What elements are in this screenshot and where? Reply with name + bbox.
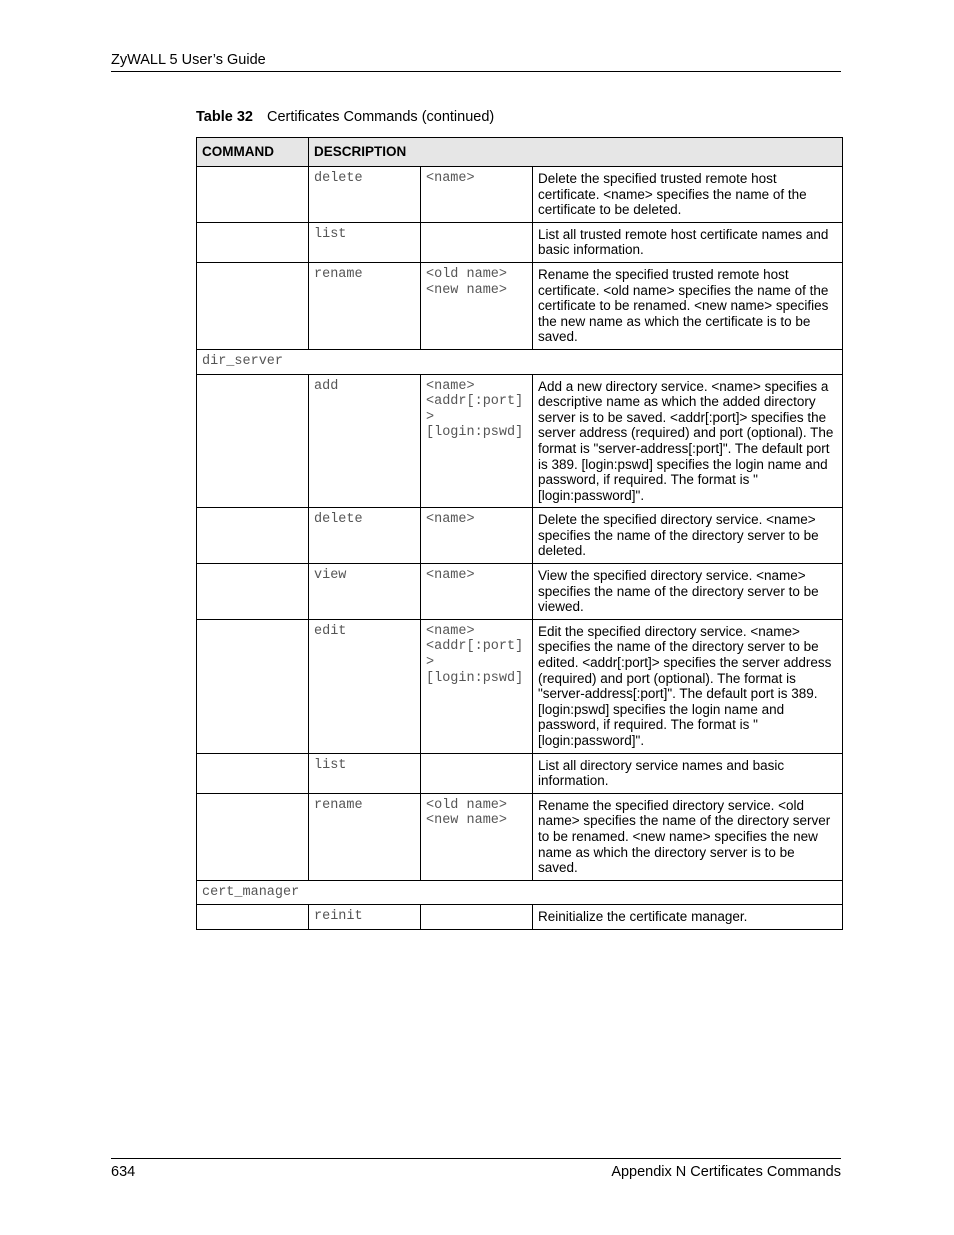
table-row — [197, 167, 843, 223]
arguments-cell — [421, 222, 533, 262]
command-cell — [197, 508, 309, 564]
subcommand-cell: add — [309, 374, 421, 508]
command-cell — [197, 262, 309, 349]
group-command-cell: dir_server — [197, 349, 843, 374]
arguments-cell: <old name> <new name> — [421, 262, 533, 349]
command-cell — [197, 905, 309, 930]
subcommand-cell: rename — [309, 262, 421, 349]
description-cell: List all trusted remote host certificate names and basic information. — [533, 222, 843, 262]
description-cell: Reinitialize the certificate manager. — [533, 905, 843, 930]
description-cell: View the specified directory service. <name> specifies the name of the directory server to be viewed. — [533, 564, 843, 620]
description-cell: Edit the specified directory service. <name> specifies the name of the directory server to be edited. <addr[:port]> specifies the server address (required) and port (optional). The format is "server-address[:port]". The default port is 389. [login:pswd] specifies the login name and password, if required. The format is "[login:password]". — [533, 619, 843, 753]
group-command-cell: cert_manager — [197, 880, 843, 905]
description-cell: Rename the specified trusted remote host certificate. <old name> specifies the name of the certificate to be renamed. <new name> specifies the new name as which the certificate is to be saved. — [533, 262, 843, 349]
arguments-cell: <name> <addr[:port] > [login:pswd] — [421, 619, 533, 753]
table-caption — [196, 107, 494, 127]
arguments-cell: <name> <addr[:port] > [login:pswd] — [421, 374, 533, 508]
subcommand-cell: view — [309, 564, 421, 620]
running-footer — [111, 1158, 841, 1180]
section-title: Appendix N Certificates Commands — [611, 1164, 841, 1180]
description-cell: Delete the specified directory service. <name> specifies the name of the directory server to be deleted. — [533, 508, 843, 564]
table-row — [197, 905, 843, 930]
arguments-cell: <name> — [421, 564, 533, 620]
arguments-cell: <name> — [421, 508, 533, 564]
table-row — [197, 262, 843, 349]
subcommand-cell: rename — [309, 793, 421, 880]
table-group-row — [197, 880, 843, 905]
command-cell — [197, 564, 309, 620]
guide-title: ZyWALL 5 User’s Guide — [111, 52, 266, 68]
description-cell: Rename the specified directory service. <old name> specifies the name of the directory server to be renamed. <new name> specifies the new name as which the directory server is to be saved. — [533, 793, 843, 880]
commands-table — [196, 137, 843, 930]
command-cell — [197, 222, 309, 262]
page-number: 634 — [111, 1164, 136, 1180]
table-header-row — [197, 138, 843, 167]
command-cell — [197, 619, 309, 753]
subcommand-cell: list — [309, 753, 421, 793]
description-cell: Add a new directory service. <name> specifies a descriptive name as which the added directory server is to be saved. <addr[:port]> specifies the server address (required) and port (optional). The format is "server-address[:port]". The default port is 389. [login:pswd] specifies the login name and password, if required. The format is "[login:password]". — [533, 374, 843, 508]
subcommand-cell: reinit — [309, 905, 421, 930]
command-cell — [197, 753, 309, 793]
arguments-cell — [421, 753, 533, 793]
arguments-cell: <name> — [421, 167, 533, 223]
table-row — [197, 753, 843, 793]
subcommand-cell: delete — [309, 167, 421, 223]
table-group-row — [197, 349, 843, 374]
description-cell: Delete the specified trusted remote host certificate. <name> specifies the name of the certificate to be deleted. — [533, 167, 843, 223]
table-row — [197, 619, 843, 753]
description-header: DESCRIPTION — [309, 138, 843, 167]
subcommand-cell: delete — [309, 508, 421, 564]
command-cell — [197, 167, 309, 223]
arguments-cell — [421, 905, 533, 930]
subcommand-cell: list — [309, 222, 421, 262]
subcommand-cell: edit — [309, 619, 421, 753]
table-row — [197, 564, 843, 620]
arguments-cell: <old name> <new name> — [421, 793, 533, 880]
description-cell: List all directory service names and basic information. — [533, 753, 843, 793]
table-row — [197, 508, 843, 564]
table-body — [197, 167, 843, 930]
table-number: Table 32 — [196, 109, 253, 125]
command-cell — [197, 793, 309, 880]
table-row — [197, 374, 843, 508]
table-row — [197, 222, 843, 262]
command-cell — [197, 374, 309, 508]
table-title: Certificates Commands (continued) — [266, 109, 495, 125]
table-row — [197, 793, 843, 880]
running-header — [111, 50, 841, 72]
command-header: COMMAND — [197, 138, 309, 167]
